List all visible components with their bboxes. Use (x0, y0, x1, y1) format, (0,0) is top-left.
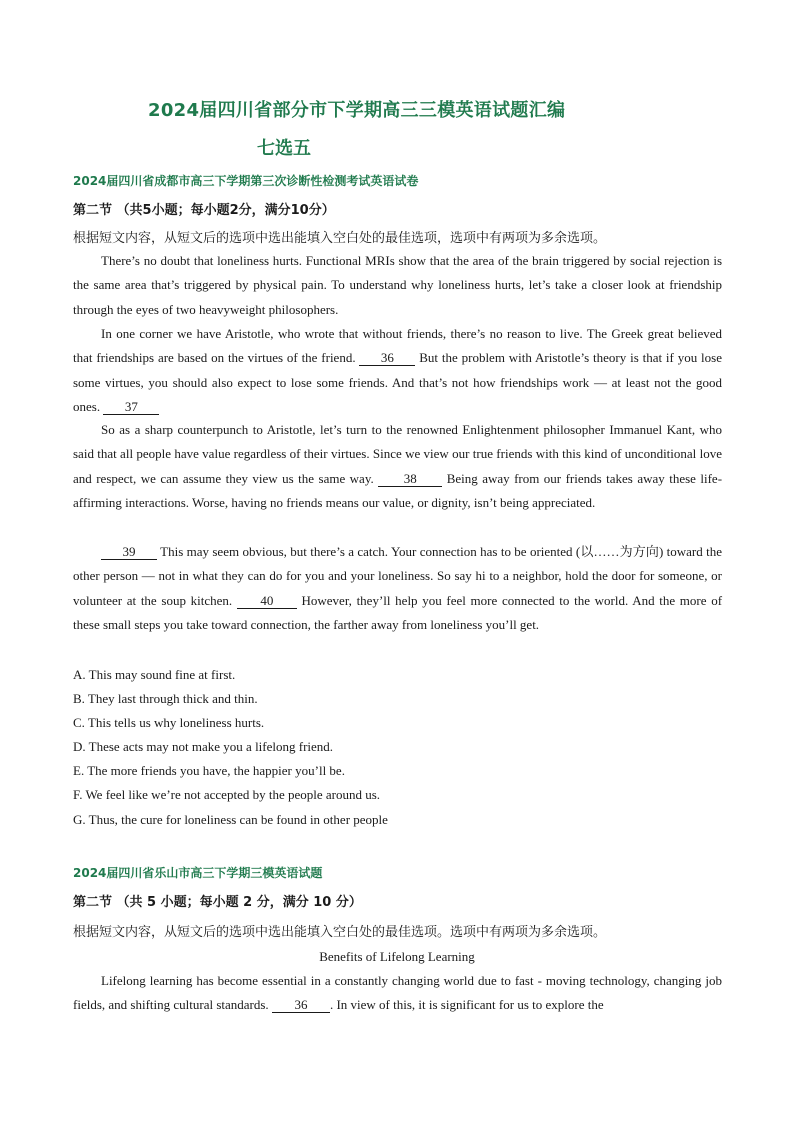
option-d: D. These acts may not make you a lifelong friend. (73, 739, 334, 755)
blank-37: 37 (103, 399, 159, 415)
section1-paragraph-3 (73, 418, 722, 515)
section1-paragraph-2 (73, 322, 722, 419)
option-g: G. Thus, the cure for loneliness can be found in other people (73, 811, 388, 827)
blank-40: 40 (237, 593, 297, 609)
section2-paragraph-1-text-a: Lifelong learning has become essential in a constantly changing world due to fast - moving technology, changing job fields, and shifting cultural standards. (73, 973, 722, 1013)
section1-part-heading: 第二节 （共5小题；每小题2分，满分10分） (73, 203, 335, 218)
blank-39: 39 (101, 544, 157, 560)
essay-title: Benefits of Lifelong Learning (319, 949, 475, 964)
section1-source-heading: 2024届四川省成都市高三下学期第三次诊断性检测考试英语试卷 (73, 174, 419, 188)
blank-36: 36 (359, 350, 415, 366)
main-title: 2024届四川省部分市下学期高三三模英语试题汇编 (148, 100, 566, 121)
section1-paragraph-4 (73, 540, 722, 637)
option-b: B. They last through thick and thin. (73, 691, 258, 707)
option-c: C. This tells us why loneliness hurts. (73, 715, 265, 731)
section2-source-heading: 2024届四川省乐山市高三下学期三模英语试题 (73, 866, 323, 880)
option-a: A. This may sound fine at first. (73, 667, 236, 682)
section1-paragraph-4-text-b: However, they’ll help you feel more connected to the world. And the more of these small steps you take toward connection, the farther away from loneliness you’ll get. (73, 592, 723, 632)
section1-paragraph-3-text-a: So as a sharp counterpunch to Aristotle, let’s turn to the renowned Enlightenment philosopher Immanuel Kant, who said that all people have value regardless of their virtues. Since we view our true friends with this kind of unconditional love and respect, we can assume they view us the same way. (73, 422, 722, 486)
option-f: F. We feel like we’re not accepted by the people around us. (73, 787, 381, 803)
option-e: E. The more friends you have, the happier you’ll be. (73, 763, 345, 779)
section1-paragraph-1: There’s no doubt that loneliness hurts. Functional MRIs show that the area of the brain triggered by social rejection is the same area that’s triggered by physical pain. To understand why loneliness hurts, let’s take a closer look at friendship through the eyes of two heavyweight philosophers. (73, 253, 722, 317)
section2-blank-36: 36 (272, 997, 330, 1013)
section1-instruction: 根据短文内容，从短文后的选项中选出能填入空白处的最佳选项，选项中有两项为多余选项。 (73, 231, 607, 246)
options-list (73, 666, 388, 835)
section2-instruction: 根据短文内容，从短文后的选项中选出能填入空白处的最佳选项。选项中有两项为多余选项。 (73, 925, 607, 940)
section1-paragraph-2-text-a: In one corner we have Aristotle, who wrote that without friends, there’s no reason to live. The Greek great believed that friendships are based on the virtues of the friend. (73, 326, 722, 366)
blank-38: 38 (378, 471, 442, 487)
section2-part-heading: 第二节 （共 5 小题；每小题 2 分，满分 10 分） (73, 895, 362, 910)
section1-paragraph-3-text-b: Being away from our friends takes away these life-affirming interactions. Worse, having no friends means our value, or dignity, isn’t being appreciated. (73, 470, 723, 510)
section2-paragraph-1 (73, 969, 722, 1018)
sub-title: 七选五 (257, 138, 311, 159)
section1-paragraph-2-text-b: But the problem with Aristotle’s theory is that if you lose some virtues, you should also expect to lose some friends. And that’s not how friendships work — at least not the good ones. (73, 350, 722, 414)
section2-paragraph-1-text-b: . In view of this, it is significant for us to explore the (329, 997, 604, 1013)
section1-paragraph-4-text-a: This may seem obvious, but there’s a catch. Your connection has to be oriented (以……为方向) toward the other person — not in what they can do for you and your loneliness. So say hi to a neighbor, hold the door for someone, or volunteer at the soup kitchen. (73, 544, 722, 608)
